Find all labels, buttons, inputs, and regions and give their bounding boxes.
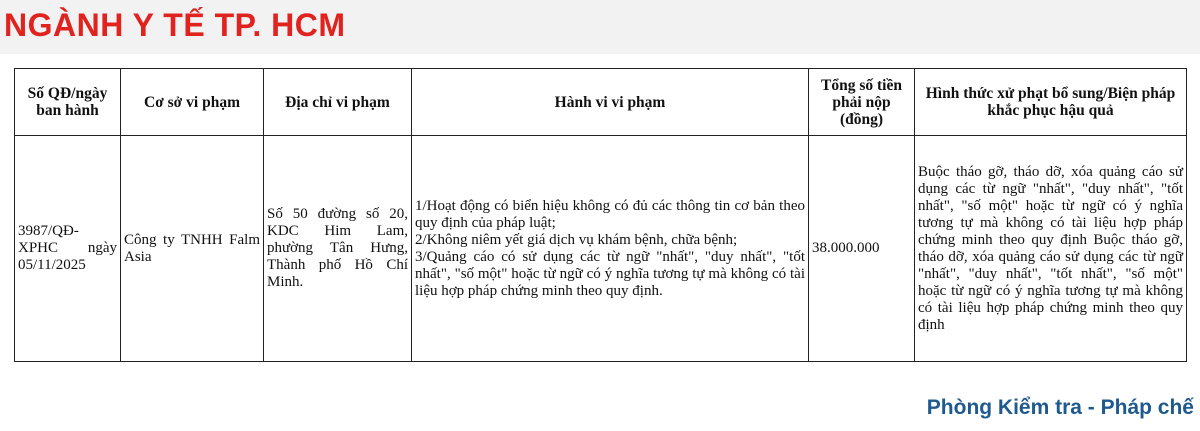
- hanh-vi-item: 2/Không niêm yết giá dịch vụ khám bệnh, chữa bệnh;: [415, 231, 738, 248]
- cell-co-so: Công ty TNHH Falm Asia: [121, 136, 264, 362]
- table-header-row: [15, 69, 1187, 136]
- footer-source: Phòng Kiểm tra - Pháp chế: [926, 396, 1194, 419]
- cell-tong-tien: 38.000.000: [809, 136, 915, 362]
- header-co-so: Cơ sở vi phạm: [121, 69, 264, 136]
- header-tong-tien: Tổng số tiền phải nộp (đồng): [809, 69, 915, 136]
- header-hanh-vi: Hành vi vi phạm: [412, 69, 809, 136]
- header-banner: [0, 0, 1200, 54]
- hanh-vi-item: 3/Quảng cáo có sử dụng các từ ngữ "nhất", "duy nhất", "tốt nhất", "số một" hoặc từ ngữ có ý nghĩa tương tự mà không có tài liệu hợp pháp chứng minh theo quy định.: [415, 248, 805, 299]
- cell-hanh-vi: [412, 136, 809, 362]
- cell-so-qd: 3987/QĐ-XPHC ngày 05/11/2025: [15, 136, 121, 362]
- header-so-qd: Số QĐ/ngày ban hành: [15, 69, 121, 136]
- banner-title: NGÀNH Y TẾ TP. HCM: [4, 7, 346, 43]
- hanh-vi-item: 1/Hoạt động có biển hiệu không có đủ các thông tin cơ bản theo quy định của pháp luật;: [415, 197, 805, 231]
- cell-dia-chi: Số 50 đường số 20, KDC Him Lam, phường Tân Hưng, Thành phố Hồ Chí Minh.: [264, 136, 412, 362]
- violations-table: [14, 68, 1187, 362]
- header-dia-chi: Địa chỉ vi phạm: [264, 69, 412, 136]
- header-hinh-thuc: Hình thức xử phạt bổ sung/Biện pháp khắc phục hậu quả: [915, 69, 1187, 136]
- table-row: [15, 136, 1187, 362]
- cell-hinh-thuc: Buộc tháo gỡ, tháo dỡ, xóa quảng cáo sử dụng các từ ngữ "nhất", "duy nhất", "tốt nhất", "số một" hoặc từ ngữ có ý nghĩa tương tự mà không có tài liệu hợp pháp chứng minh theo quy định Buộc tháo gỡ, tháo dỡ, xóa quảng cáo sử dụng các từ ngữ "nhất", "duy nhất", "tốt nhất", "số một" hoặc từ ngữ có ý nghĩa tương tự mà không có tài liệu hợp pháp chứng minh theo quy định: [915, 136, 1187, 362]
